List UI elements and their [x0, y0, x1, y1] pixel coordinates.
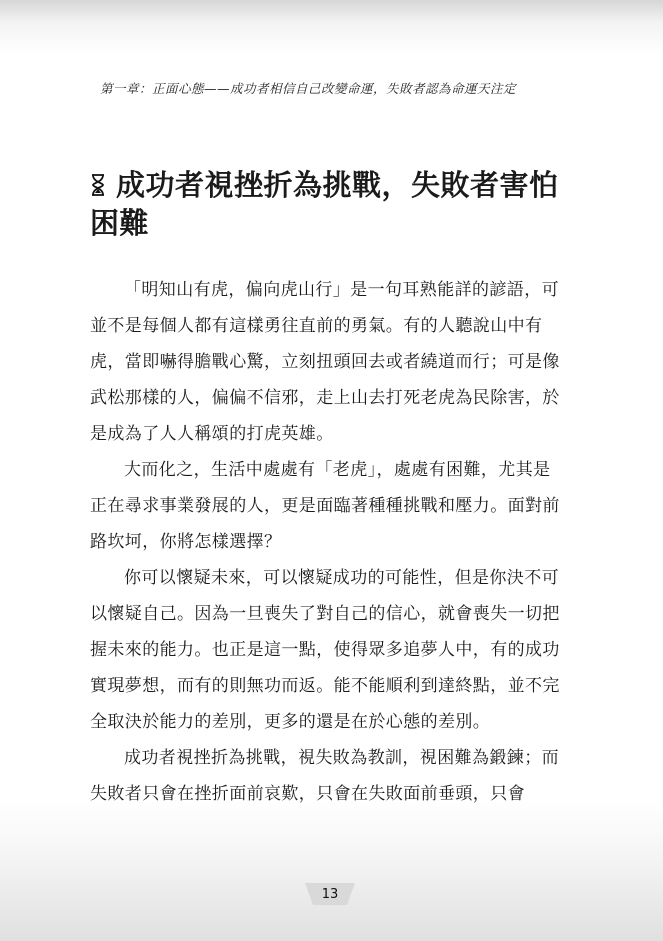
- paragraph: 大而化之，生活中處處有「老虎」，處處有困難，尤其是正在尋求事業發展的人，更是面臨著種種挑戰和壓力。面對前路坎坷，你將怎樣選擇？: [90, 460, 560, 552]
- section-title: [90, 166, 570, 242]
- page-footer: [305, 883, 355, 905]
- paragraph: 「明知山有虎，偏向虎山行」是一句耳熟能詳的諺語，可並不是每個人都有這樣勇往直前的勇氣。有的人聽說山中有虎，當即嚇得膽戰心驚，立刻扭頭回去或者繞道而行；可是像武松那樣的人，偏偏不信邪，走上山去打死老虎為民除害，於是成為了人人稱頌的打虎英雄。: [90, 280, 560, 444]
- section-title-text: 成功者視挫折為挑戰，失敗者害怕困難: [90, 168, 559, 240]
- section-heading: [90, 166, 570, 242]
- running-header: 第一章：正面心態——成功者相信自己改變命運，失敗者認為命運天注定: [100, 81, 517, 96]
- hourglass-icon: [90, 173, 106, 197]
- paragraph: 成功者視挫折為挑戰，視失敗為教訓，視困難為鍛鍊；而失敗者只會在挫折面前哀歎，只會在失敗面前垂頭，只會: [90, 748, 559, 804]
- page-number: 13: [321, 887, 339, 902]
- paragraph: 你可以懷疑未來，可以懷疑成功的可能性，但是你決不可以懷疑自己。因為一旦喪失了對自己的信心，就會喪失一切把握未來的能力。也正是這一點，使得眾多追夢人中，有的成功實現夢想，而有的則無功而返。能不能順利到達終點，並不完全取決於能力的差別，更多的還是在於心態的差別。: [90, 568, 560, 732]
- body-text: [90, 272, 564, 812]
